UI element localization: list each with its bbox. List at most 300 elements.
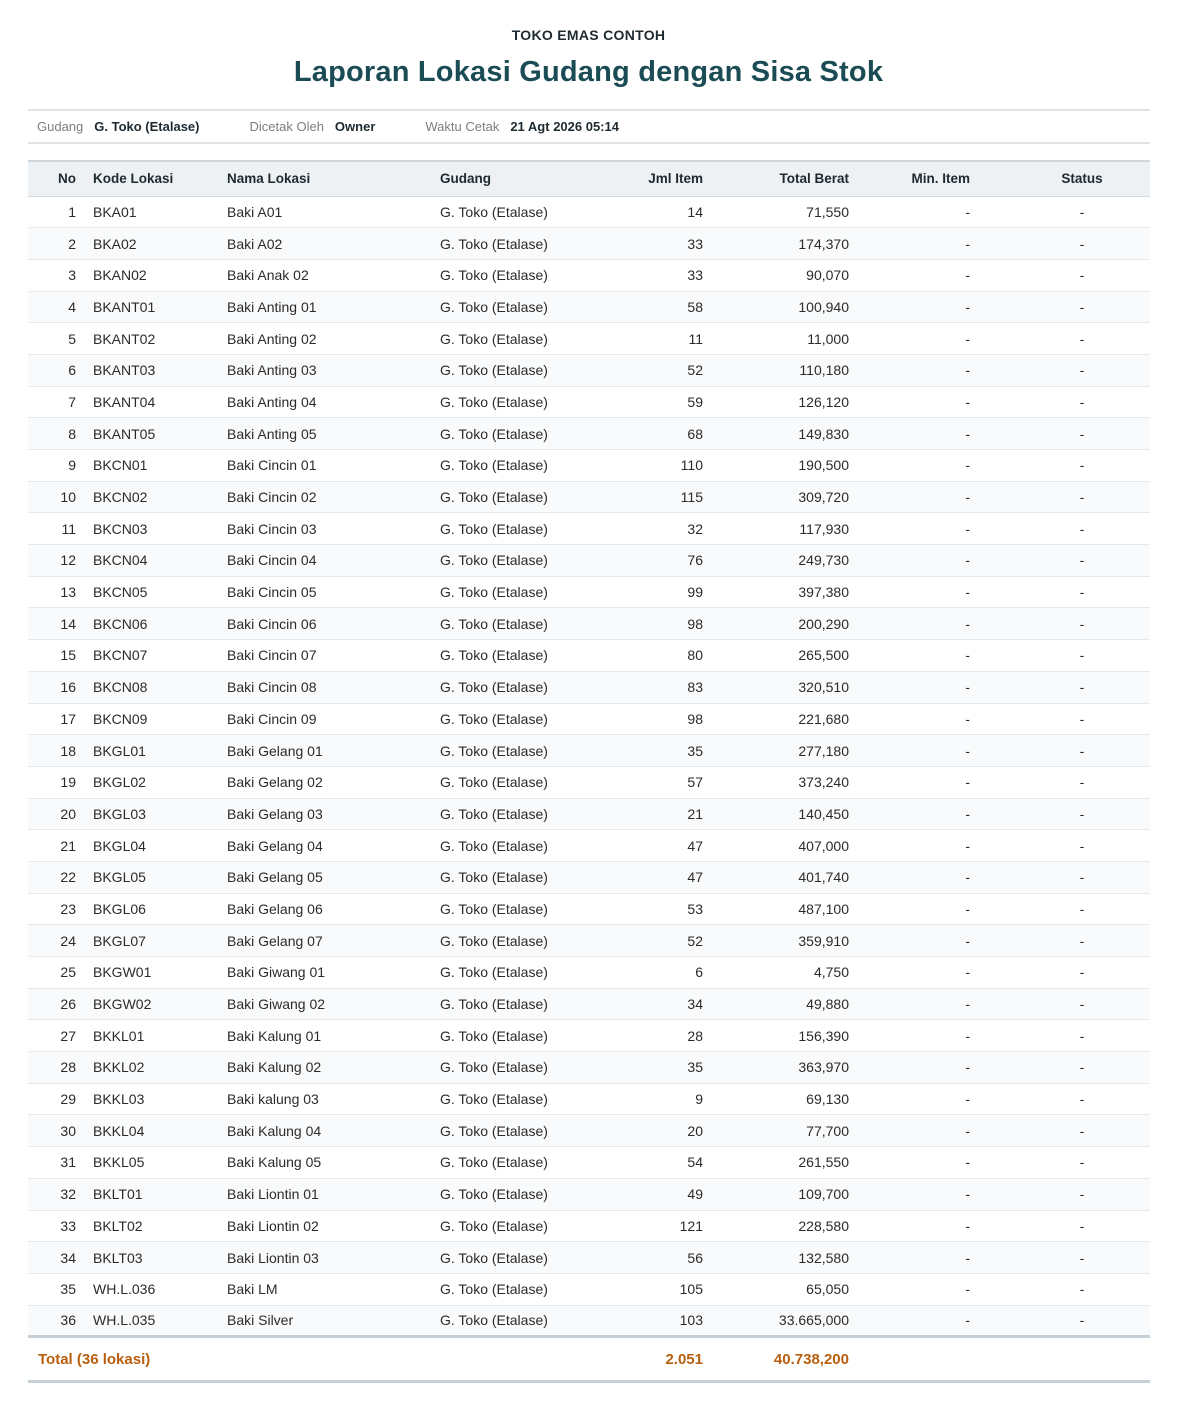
cell-min-item: - (860, 1210, 1014, 1242)
cell-kode-lokasi: BKLT03 (86, 1242, 220, 1274)
cell-no: 21 (28, 830, 86, 862)
cell-min-item: - (860, 766, 1014, 798)
table-footer (28, 1337, 1150, 1382)
cell-jml-item: 21 (602, 798, 714, 830)
cell-nama-lokasi: Baki Gelang 07 (220, 925, 433, 957)
cell-gudang: G. Toko (Etalase) (433, 386, 602, 418)
cell-gudang: G. Toko (Etalase) (433, 291, 602, 323)
cell-nama-lokasi: Baki Kalung 02 (220, 1052, 433, 1084)
cell-total-berat: 397,380 (714, 576, 860, 608)
cell-min-item: - (860, 925, 1014, 957)
cell-status: - (1014, 228, 1150, 260)
cell-jml-item: 34 (602, 988, 714, 1020)
cell-min-item: - (860, 893, 1014, 925)
cell-min-item: - (860, 671, 1014, 703)
cell-gudang: G. Toko (Etalase) (433, 1115, 602, 1147)
cell-total-berat: 132,580 (714, 1242, 860, 1274)
table-row (28, 703, 1150, 735)
table-row (28, 259, 1150, 291)
cell-jml-item: 33 (602, 228, 714, 260)
cell-min-item: - (860, 1020, 1014, 1052)
cell-gudang: G. Toko (Etalase) (433, 640, 602, 672)
cell-gudang: G. Toko (Etalase) (433, 1178, 602, 1210)
cell-jml-item: 32 (602, 513, 714, 545)
gudang-label: Gudang (37, 119, 84, 134)
cell-min-item: - (860, 830, 1014, 862)
cell-total-berat: 407,000 (714, 830, 860, 862)
cell-kode-lokasi: BKGL04 (86, 830, 220, 862)
cell-kode-lokasi: BKGL02 (86, 766, 220, 798)
cell-no: 9 (28, 450, 86, 482)
cell-jml-item: 11 (602, 323, 714, 355)
cell-jml-item: 33 (602, 259, 714, 291)
cell-no: 26 (28, 988, 86, 1020)
cell-gudang: G. Toko (Etalase) (433, 1242, 602, 1274)
cell-no: 20 (28, 798, 86, 830)
cell-total-berat: 117,930 (714, 513, 860, 545)
header-nama-lokasi: Nama Lokasi (220, 161, 433, 196)
cell-gudang: G. Toko (Etalase) (433, 545, 602, 577)
cell-total-berat: 71,550 (714, 196, 860, 228)
cell-status: - (1014, 450, 1150, 482)
cell-min-item: - (860, 861, 1014, 893)
header-status: Status (1014, 161, 1150, 196)
table-row (28, 1147, 1150, 1179)
cell-nama-lokasi: Baki Cincin 03 (220, 513, 433, 545)
cell-gudang: G. Toko (Etalase) (433, 957, 602, 989)
table-row (28, 354, 1150, 386)
cell-jml-item: 54 (602, 1147, 714, 1179)
cell-gudang: G. Toko (Etalase) (433, 1020, 602, 1052)
table-row (28, 1115, 1150, 1147)
cell-no: 28 (28, 1052, 86, 1084)
cell-nama-lokasi: Baki Gelang 04 (220, 830, 433, 862)
cell-status: - (1014, 513, 1150, 545)
cell-jml-item: 83 (602, 671, 714, 703)
table-row (28, 1242, 1150, 1274)
cell-status: - (1014, 1115, 1150, 1147)
cell-jml-item: 52 (602, 354, 714, 386)
cell-status: - (1014, 925, 1150, 957)
cell-status: - (1014, 1305, 1150, 1337)
cell-nama-lokasi: Baki Anting 05 (220, 418, 433, 450)
cell-no: 19 (28, 766, 86, 798)
table-row (28, 576, 1150, 608)
cell-min-item: - (860, 545, 1014, 577)
cell-gudang: G. Toko (Etalase) (433, 735, 602, 767)
cell-min-item: - (860, 1083, 1014, 1115)
cell-min-item: - (860, 798, 1014, 830)
cell-kode-lokasi: BKANT02 (86, 323, 220, 355)
cell-kode-lokasi: BKCN08 (86, 671, 220, 703)
table-row (28, 386, 1150, 418)
cell-total-berat: 373,240 (714, 766, 860, 798)
cell-status: - (1014, 1242, 1150, 1274)
cell-nama-lokasi: Baki LM (220, 1273, 433, 1305)
cell-no: 2 (28, 228, 86, 260)
table-row (28, 893, 1150, 925)
gudang-value: G. Toko (Etalase) (94, 119, 200, 134)
cell-total-berat: 363,970 (714, 1052, 860, 1084)
cell-kode-lokasi: BKGL03 (86, 798, 220, 830)
cell-kode-lokasi: BKCN09 (86, 703, 220, 735)
total-status (1014, 1337, 1150, 1382)
cell-nama-lokasi: Baki Kalung 01 (220, 1020, 433, 1052)
cell-total-berat: 126,120 (714, 386, 860, 418)
cell-gudang: G. Toko (Etalase) (433, 893, 602, 925)
cell-jml-item: 47 (602, 830, 714, 862)
cell-status: - (1014, 893, 1150, 925)
cell-no: 29 (28, 1083, 86, 1115)
cell-jml-item: 98 (602, 608, 714, 640)
cell-status: - (1014, 1020, 1150, 1052)
cell-min-item: - (860, 323, 1014, 355)
cell-jml-item: 57 (602, 766, 714, 798)
store-name: TOKO EMAS CONTOH (511, 27, 666, 43)
table-row (28, 1083, 1150, 1115)
cell-no: 4 (28, 291, 86, 323)
cell-nama-lokasi: Baki Cincin 04 (220, 545, 433, 577)
cell-min-item: - (860, 1178, 1014, 1210)
table-row (28, 545, 1150, 577)
cell-gudang: G. Toko (Etalase) (433, 1305, 602, 1337)
cell-min-item: - (860, 513, 1014, 545)
cell-jml-item: 52 (602, 925, 714, 957)
cell-gudang: G. Toko (Etalase) (433, 925, 602, 957)
table-row (28, 766, 1150, 798)
cell-status: - (1014, 259, 1150, 291)
cell-status: - (1014, 988, 1150, 1020)
cell-gudang: G. Toko (Etalase) (433, 766, 602, 798)
cell-nama-lokasi: Baki Liontin 02 (220, 1210, 433, 1242)
table-row (28, 925, 1150, 957)
cell-jml-item: 115 (602, 481, 714, 513)
cell-nama-lokasi: Baki Giwang 02 (220, 988, 433, 1020)
cell-kode-lokasi: BKA01 (86, 196, 220, 228)
cell-min-item: - (860, 1305, 1014, 1337)
cell-no: 10 (28, 481, 86, 513)
cell-nama-lokasi: Baki Gelang 06 (220, 893, 433, 925)
table-row (28, 1210, 1150, 1242)
cell-kode-lokasi: BKCN01 (86, 450, 220, 482)
cell-jml-item: 49 (602, 1178, 714, 1210)
cell-no: 3 (28, 259, 86, 291)
cell-total-berat: 69,130 (714, 1083, 860, 1115)
cell-status: - (1014, 576, 1150, 608)
cell-jml-item: 14 (602, 196, 714, 228)
cell-gudang: G. Toko (Etalase) (433, 1083, 602, 1115)
cell-min-item: - (860, 988, 1014, 1020)
cell-no: 14 (28, 608, 86, 640)
dicetak-oleh-value: Owner (334, 119, 376, 134)
table-row (28, 196, 1150, 228)
cell-no: 25 (28, 957, 86, 989)
cell-min-item: - (860, 735, 1014, 767)
cell-min-item: - (860, 354, 1014, 386)
cell-no: 36 (28, 1305, 86, 1337)
cell-status: - (1014, 354, 1150, 386)
cell-kode-lokasi: BKGL07 (86, 925, 220, 957)
cell-status: - (1014, 291, 1150, 323)
cell-min-item: - (860, 1052, 1014, 1084)
dicetak-oleh-label: Dicetak Oleh (249, 119, 324, 134)
cell-gudang: G. Toko (Etalase) (433, 228, 602, 260)
cell-status: - (1014, 196, 1150, 228)
cell-total-berat: 320,510 (714, 671, 860, 703)
cell-no: 30 (28, 1115, 86, 1147)
cell-kode-lokasi: BKCN03 (86, 513, 220, 545)
cell-kode-lokasi: BKCN07 (86, 640, 220, 672)
cell-total-berat: 359,910 (714, 925, 860, 957)
cell-total-berat: 265,500 (714, 640, 860, 672)
cell-no: 34 (28, 1242, 86, 1274)
cell-jml-item: 99 (602, 576, 714, 608)
cell-nama-lokasi: Baki Anting 02 (220, 323, 433, 355)
table-row (28, 323, 1150, 355)
cell-nama-lokasi: Baki Kalung 04 (220, 1115, 433, 1147)
cell-jml-item: 28 (602, 1020, 714, 1052)
cell-status: - (1014, 1178, 1150, 1210)
cell-jml-item: 6 (602, 957, 714, 989)
cell-jml-item: 56 (602, 1242, 714, 1274)
cell-jml-item: 59 (602, 386, 714, 418)
cell-kode-lokasi: BKCN06 (86, 608, 220, 640)
cell-min-item: - (860, 418, 1014, 450)
cell-total-berat: 149,830 (714, 418, 860, 450)
cell-nama-lokasi: Baki Liontin 03 (220, 1242, 433, 1274)
cell-nama-lokasi: Baki Kalung 05 (220, 1147, 433, 1179)
cell-gudang: G. Toko (Etalase) (433, 323, 602, 355)
cell-jml-item: 80 (602, 640, 714, 672)
cell-gudang: G. Toko (Etalase) (433, 1273, 602, 1305)
cell-status: - (1014, 671, 1150, 703)
cell-gudang: G. Toko (Etalase) (433, 830, 602, 862)
cell-kode-lokasi: BKKL05 (86, 1147, 220, 1179)
header-gudang: Gudang (433, 161, 602, 196)
cell-nama-lokasi: Baki Giwang 01 (220, 957, 433, 989)
cell-status: - (1014, 1147, 1150, 1179)
cell-status: - (1014, 545, 1150, 577)
cell-min-item: - (860, 608, 1014, 640)
total-berat: 40.738,200 (714, 1337, 860, 1382)
cell-status: - (1014, 830, 1150, 862)
cell-no: 11 (28, 513, 86, 545)
cell-status: - (1014, 386, 1150, 418)
cell-status: - (1014, 861, 1150, 893)
cell-no: 32 (28, 1178, 86, 1210)
cell-no: 6 (28, 354, 86, 386)
cell-total-berat: 228,580 (714, 1210, 860, 1242)
cell-jml-item: 110 (602, 450, 714, 482)
cell-no: 24 (28, 925, 86, 957)
waktu-cetak-value: 21 Agt 2026 05:14 (510, 119, 619, 134)
cell-nama-lokasi: Baki Anting 03 (220, 354, 433, 386)
table-row (28, 671, 1150, 703)
cell-total-berat: 49,880 (714, 988, 860, 1020)
cell-no: 17 (28, 703, 86, 735)
cell-no: 22 (28, 861, 86, 893)
cell-gudang: G. Toko (Etalase) (433, 418, 602, 450)
cell-kode-lokasi: BKCN05 (86, 576, 220, 608)
cell-no: 7 (28, 386, 86, 418)
cell-jml-item: 76 (602, 545, 714, 577)
cell-gudang: G. Toko (Etalase) (433, 1052, 602, 1084)
cell-total-berat: 109,700 (714, 1178, 860, 1210)
cell-no: 16 (28, 671, 86, 703)
cell-total-berat: 221,680 (714, 703, 860, 735)
cell-status: - (1014, 766, 1150, 798)
cell-jml-item: 20 (602, 1115, 714, 1147)
cell-total-berat: 77,700 (714, 1115, 860, 1147)
cell-jml-item: 58 (602, 291, 714, 323)
cell-min-item: - (860, 1115, 1014, 1147)
cell-kode-lokasi: BKANT04 (86, 386, 220, 418)
cell-kode-lokasi: BKANT03 (86, 354, 220, 386)
cell-min-item: - (860, 450, 1014, 482)
cell-nama-lokasi: Baki Anak 02 (220, 259, 433, 291)
cell-jml-item: 9 (602, 1083, 714, 1115)
cell-no: 12 (28, 545, 86, 577)
cell-no: 1 (28, 196, 86, 228)
cell-status: - (1014, 418, 1150, 450)
cell-nama-lokasi: Baki Anting 01 (220, 291, 433, 323)
cell-nama-lokasi: Baki Cincin 06 (220, 608, 433, 640)
cell-jml-item: 121 (602, 1210, 714, 1242)
table-row (28, 481, 1150, 513)
cell-jml-item: 47 (602, 861, 714, 893)
cell-jml-item: 35 (602, 735, 714, 767)
cell-no: 15 (28, 640, 86, 672)
table-row (28, 735, 1150, 767)
cell-gudang: G. Toko (Etalase) (433, 671, 602, 703)
cell-kode-lokasi: BKKL04 (86, 1115, 220, 1147)
table-row (28, 418, 1150, 450)
cell-total-berat: 249,730 (714, 545, 860, 577)
report-meta-bar (28, 109, 1150, 144)
cell-min-item: - (860, 481, 1014, 513)
cell-total-berat: 487,100 (714, 893, 860, 925)
cell-total-berat: 100,940 (714, 291, 860, 323)
cell-jml-item: 35 (602, 1052, 714, 1084)
cell-min-item: - (860, 228, 1014, 260)
cell-kode-lokasi: BKGW02 (86, 988, 220, 1020)
table-body (28, 196, 1150, 1337)
cell-jml-item: 103 (602, 1305, 714, 1337)
cell-kode-lokasi: BKLT02 (86, 1210, 220, 1242)
cell-min-item: - (860, 576, 1014, 608)
cell-nama-lokasi: Baki Liontin 01 (220, 1178, 433, 1210)
cell-no: 13 (28, 576, 86, 608)
table-row (28, 798, 1150, 830)
cell-gudang: G. Toko (Etalase) (433, 196, 602, 228)
cell-total-berat: 11,000 (714, 323, 860, 355)
cell-gudang: G. Toko (Etalase) (433, 988, 602, 1020)
table-row (28, 830, 1150, 862)
cell-jml-item: 68 (602, 418, 714, 450)
cell-status: - (1014, 323, 1150, 355)
cell-kode-lokasi: BKGL06 (86, 893, 220, 925)
cell-status: - (1014, 1083, 1150, 1115)
cell-status: - (1014, 735, 1150, 767)
cell-total-berat: 309,720 (714, 481, 860, 513)
cell-total-berat: 33.665,000 (714, 1305, 860, 1337)
cell-gudang: G. Toko (Etalase) (433, 259, 602, 291)
cell-total-berat: 200,290 (714, 608, 860, 640)
cell-total-berat: 190,500 (714, 450, 860, 482)
cell-kode-lokasi: BKKL02 (86, 1052, 220, 1084)
cell-min-item: - (860, 291, 1014, 323)
cell-min-item: - (860, 259, 1014, 291)
cell-nama-lokasi: Baki Gelang 05 (220, 861, 433, 893)
cell-nama-lokasi: Baki A01 (220, 196, 433, 228)
table-row (28, 1052, 1150, 1084)
cell-nama-lokasi: Baki Cincin 07 (220, 640, 433, 672)
cell-jml-item: 53 (602, 893, 714, 925)
cell-min-item: - (860, 640, 1014, 672)
cell-no: 31 (28, 1147, 86, 1179)
waktu-cetak-label: Waktu Cetak (425, 119, 500, 134)
cell-no: 8 (28, 418, 86, 450)
cell-gudang: G. Toko (Etalase) (433, 450, 602, 482)
table-header-row (28, 161, 1150, 196)
cell-gudang: G. Toko (Etalase) (433, 703, 602, 735)
cell-status: - (1014, 481, 1150, 513)
cell-kode-lokasi: BKANT01 (86, 291, 220, 323)
cell-nama-lokasi: Baki Cincin 05 (220, 576, 433, 608)
table-row (28, 228, 1150, 260)
table-row (28, 1273, 1150, 1305)
cell-kode-lokasi: BKCN04 (86, 545, 220, 577)
table-row (28, 291, 1150, 323)
cell-nama-lokasi: Baki Gelang 03 (220, 798, 433, 830)
table-row (28, 513, 1150, 545)
cell-nama-lokasi: Baki Cincin 08 (220, 671, 433, 703)
cell-kode-lokasi: BKKL03 (86, 1083, 220, 1115)
cell-no: 27 (28, 1020, 86, 1052)
total-jml-item: 2.051 (602, 1337, 714, 1382)
header-total-berat: Total Berat (714, 161, 860, 196)
table-row (28, 1305, 1150, 1337)
cell-min-item: - (860, 703, 1014, 735)
header-min-item: Min. Item (860, 161, 1014, 196)
table-row (28, 988, 1150, 1020)
cell-nama-lokasi: Baki Cincin 09 (220, 703, 433, 735)
cell-min-item: - (860, 196, 1014, 228)
table-header (28, 161, 1150, 196)
cell-status: - (1014, 1210, 1150, 1242)
cell-kode-lokasi: BKLT01 (86, 1178, 220, 1210)
table-row (28, 861, 1150, 893)
cell-jml-item: 98 (602, 703, 714, 735)
cell-nama-lokasi: Baki Cincin 02 (220, 481, 433, 513)
cell-status: - (1014, 957, 1150, 989)
cell-total-berat: 90,070 (714, 259, 860, 291)
cell-kode-lokasi: BKA02 (86, 228, 220, 260)
cell-status: - (1014, 608, 1150, 640)
cell-gudang: G. Toko (Etalase) (433, 1210, 602, 1242)
table-row (28, 640, 1150, 672)
cell-status: - (1014, 640, 1150, 672)
cell-gudang: G. Toko (Etalase) (433, 608, 602, 640)
cell-status: - (1014, 1273, 1150, 1305)
cell-total-berat: 401,740 (714, 861, 860, 893)
total-label: Total (36 lokasi) (28, 1337, 602, 1382)
cell-nama-lokasi: Baki Anting 04 (220, 386, 433, 418)
cell-nama-lokasi: Baki kalung 03 (220, 1083, 433, 1115)
cell-total-berat: 156,390 (714, 1020, 860, 1052)
cell-total-berat: 261,550 (714, 1147, 860, 1179)
cell-kode-lokasi: BKGL01 (86, 735, 220, 767)
